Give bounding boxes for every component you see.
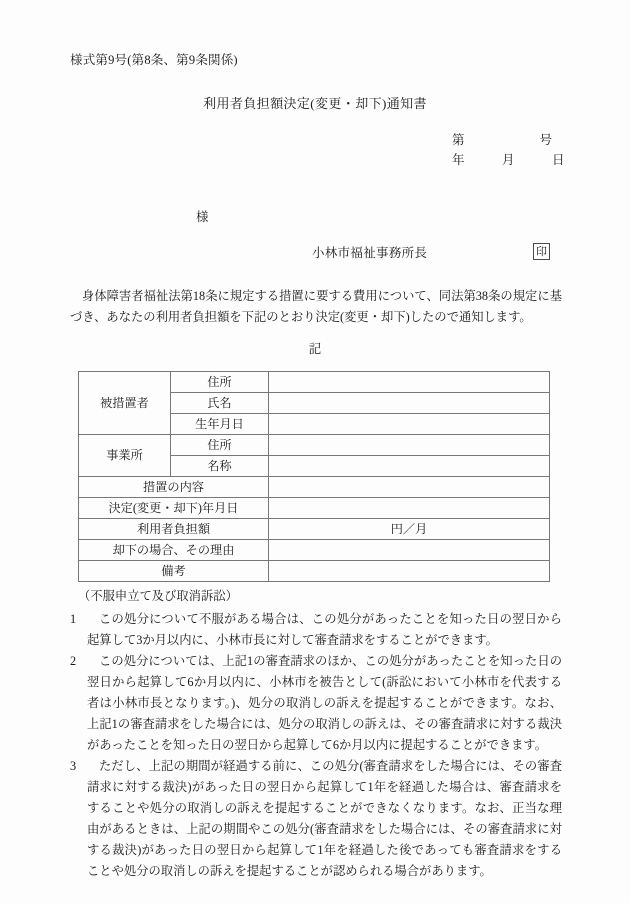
table-label-cell: 決定(変更・却下)年月日: [79, 498, 269, 519]
table-body: [79, 372, 550, 582]
table-label-cell: 氏名: [171, 393, 269, 414]
table-label-cell: 利用者負担額: [79, 519, 269, 540]
remedy-number: 3: [70, 759, 77, 773]
table-group-cell: 被措置者: [79, 372, 171, 435]
table-row: [79, 519, 550, 540]
table-label-cell: 住所: [171, 372, 269, 393]
table-value-cell[interactable]: [269, 414, 550, 435]
table-value-cell[interactable]: [269, 372, 550, 393]
table-value-cell[interactable]: [269, 393, 550, 414]
table-value-cell[interactable]: 円／月: [269, 519, 550, 540]
remedy-number: 2: [70, 654, 77, 668]
table-row: [79, 435, 550, 456]
table-label-cell: 生年月日: [171, 414, 269, 435]
decision-details-table: [78, 371, 550, 582]
table-row: [79, 498, 550, 519]
table-group-cell: 事業所: [79, 435, 171, 477]
document-date-line: 年 月 日: [452, 153, 565, 167]
ki-section-mark: 記: [308, 342, 322, 356]
body-paragraph: 身体障害者福祉法第18条に規定する措置に要する費用について、同法第38条の規定に基づき、あなたの利用者負担額を下記のとおり決定(変更・却下)したので通知します。: [70, 289, 562, 324]
remedy-text: この処分について不服がある場合は、この処分があったことを知った日の翌日から起算して3か月以内に、小林市長に対して審査請求をすることができます。: [87, 612, 562, 647]
remedy-text: この処分については、上記1の審査請求のほか、この処分があったことを知った日の翌日から起算して6か月以内に、小林市を被告として(訴訟において小林市を代表する者は小林市長となります。)、処分の取消しの訴えを提起することができます。なお、上記1の審査請求をした場合には、処分の取消しの訴えは、その審査請求に対する裁決があったことを知った日の翌日から起算して6か月以内に提起することができます。: [87, 654, 562, 752]
issuer-name: 小林市福祉事務所長: [312, 246, 428, 260]
table-row: [79, 561, 550, 582]
table-label-cell: 住所: [171, 435, 269, 456]
seal-stamp-box: 印: [533, 243, 550, 260]
remedy-text: ただし、上記の期間が経過する前に、この処分(審査請求をした場合には、その審査請求に対する裁決)があった日の翌日から起算して1年を経過した場合は、審査請求をすることや処分の取消しの訴えを提起することができなくなります。なお、正当な理由があるときは、上記の期間やこの処分(審査請求をした場合には、その審査請求に対する裁決)があった日の翌日から起算して1年を経過した後であっても審査請求をすることや処分の取消しの訴えを提起することが認められる場合があります。: [87, 759, 562, 878]
document-number-line: 第 号: [452, 133, 553, 147]
table-value-cell[interactable]: [269, 540, 550, 561]
number-date-block: [452, 130, 565, 170]
remedy-item: [70, 756, 562, 882]
recipient-honorific: 様: [196, 210, 209, 224]
form-number: 様式第9号(第8条、第9条関係): [70, 53, 238, 67]
table-value-cell[interactable]: [269, 435, 550, 456]
table-row: [79, 372, 550, 393]
remedy-item: [70, 609, 562, 651]
table-label-cell: 措置の内容: [79, 477, 269, 498]
table-value-cell[interactable]: [269, 561, 550, 582]
table-value-cell[interactable]: [269, 498, 550, 519]
table-value-cell[interactable]: [269, 456, 550, 477]
table-label-cell: 備考: [79, 561, 269, 582]
remedy-item: [70, 651, 562, 756]
table-row: [79, 477, 550, 498]
table-label-cell: 却下の場合、その理由: [79, 540, 269, 561]
remedies-heading: （不服申立て及び取消訴訟）: [78, 589, 238, 603]
page-title: 利用者負担額決定(変更・却下)通知書: [203, 96, 427, 111]
table-label-cell: 名称: [171, 456, 269, 477]
remedies-list: [70, 609, 562, 882]
table-value-cell[interactable]: [269, 477, 550, 498]
table-row: [79, 540, 550, 561]
remedy-number: 1: [70, 612, 77, 626]
